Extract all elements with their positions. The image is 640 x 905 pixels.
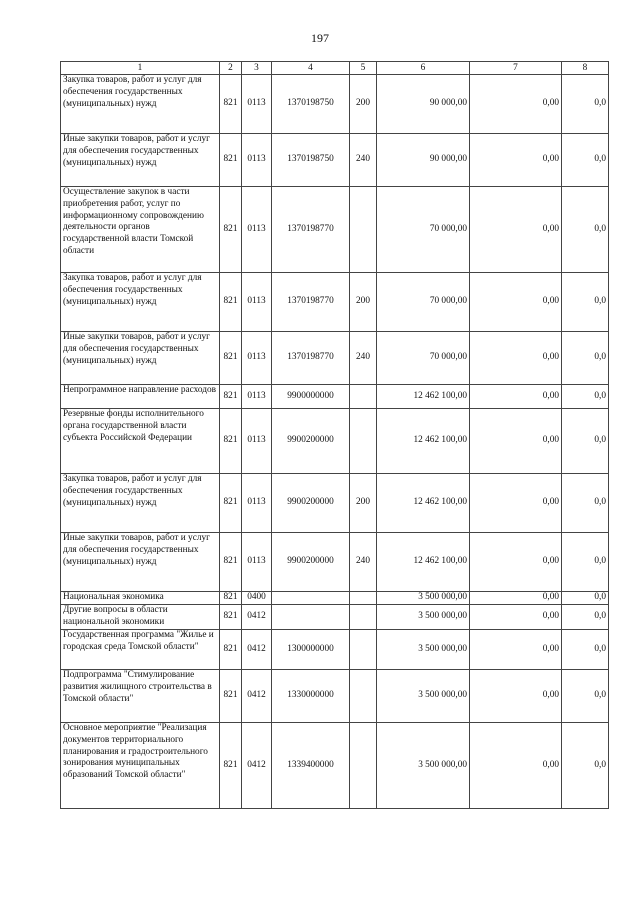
table-row (61, 409, 609, 474)
row-type-cell: 200 (350, 273, 377, 332)
row-section-cell: 0113 (242, 134, 272, 187)
row-target-cell: 1330000000 (272, 670, 350, 723)
row-name-cell: Резервные фонды исполнительного органа государственной власти субъекта Российской Федерации (61, 409, 220, 474)
row-amount-cell: 12 462 100,00 (377, 385, 470, 409)
row-section-cell: 0412 (242, 670, 272, 723)
header-cell: 1 (61, 62, 220, 75)
row-section-cell: 0113 (242, 385, 272, 409)
row-amount-cell: 12 462 100,00 (377, 474, 470, 533)
row-col8-cell: 0,0 (562, 75, 609, 134)
table-row (61, 474, 609, 533)
header-cell: 8 (562, 62, 609, 75)
row-type-cell: 240 (350, 332, 377, 385)
row-col8-cell: 0,0 (562, 474, 609, 533)
table-row (61, 592, 609, 605)
row-code-cell: 821 (220, 385, 242, 409)
table-row (61, 134, 609, 187)
row-amount-cell: 70 000,00 (377, 273, 470, 332)
table-row (61, 670, 609, 723)
row-section-cell: 0113 (242, 187, 272, 273)
row-section-cell: 0113 (242, 75, 272, 134)
row-target-cell: 1370198750 (272, 75, 350, 134)
row-name-cell: Закупка товаров, работ и услуг для обеспечения государственных (муниципальных) нужд (61, 75, 220, 134)
row-type-cell (350, 723, 377, 809)
row-section-cell: 0113 (242, 332, 272, 385)
row-col7-cell: 0,00 (470, 474, 562, 533)
row-name-cell: Непрограммное направление расходов (61, 385, 220, 409)
row-col7-cell: 0,00 (470, 723, 562, 809)
row-target-cell: 1370198770 (272, 273, 350, 332)
table-body (61, 75, 609, 809)
row-name-cell: Подпрограмма "Стимулирование развития жилищного строительства в Томской области" (61, 670, 220, 723)
row-col8-cell: 0,0 (562, 332, 609, 385)
row-target-cell (272, 592, 350, 605)
row-amount-cell: 3 500 000,00 (377, 670, 470, 723)
row-amount-cell: 70 000,00 (377, 187, 470, 273)
header-cell: 3 (242, 62, 272, 75)
row-code-cell: 821 (220, 533, 242, 592)
row-type-cell (350, 630, 377, 670)
row-code-cell: 821 (220, 273, 242, 332)
table-row (61, 187, 609, 273)
row-amount-cell: 3 500 000,00 (377, 723, 470, 809)
row-col8-cell: 0,0 (562, 533, 609, 592)
header-cell: 5 (350, 62, 377, 75)
row-type-cell: 240 (350, 134, 377, 187)
row-name-cell: Государственная программа "Жилье и городская среда Томской области" (61, 630, 220, 670)
row-code-cell: 821 (220, 723, 242, 809)
table-row (61, 605, 609, 630)
row-amount-cell: 90 000,00 (377, 134, 470, 187)
row-type-cell (350, 409, 377, 474)
row-col8-cell: 0,0 (562, 670, 609, 723)
row-type-cell (350, 670, 377, 723)
row-section-cell: 0412 (242, 630, 272, 670)
row-target-cell: 1370198770 (272, 187, 350, 273)
row-col7-cell: 0,00 (470, 409, 562, 474)
row-col8-cell: 0,0 (562, 273, 609, 332)
row-col8-cell: 0,0 (562, 134, 609, 187)
row-col8-cell: 0,0 (562, 187, 609, 273)
row-section-cell: 0412 (242, 605, 272, 630)
row-col8-cell: 0,0 (562, 409, 609, 474)
row-code-cell: 821 (220, 592, 242, 605)
row-col7-cell: 0,00 (470, 385, 562, 409)
row-amount-cell: 3 500 000,00 (377, 605, 470, 630)
row-amount-cell: 90 000,00 (377, 75, 470, 134)
row-type-cell (350, 187, 377, 273)
row-col7-cell: 0,00 (470, 533, 562, 592)
row-col8-cell: 0,0 (562, 605, 609, 630)
row-name-cell: Закупка товаров, работ и услуг для обеспечения государственных (муниципальных) нужд (61, 273, 220, 332)
row-target-cell: 1300000000 (272, 630, 350, 670)
row-col7-cell: 0,00 (470, 332, 562, 385)
row-code-cell: 821 (220, 332, 242, 385)
row-type-cell (350, 605, 377, 630)
row-section-cell: 0113 (242, 273, 272, 332)
row-code-cell: 821 (220, 474, 242, 533)
row-amount-cell: 12 462 100,00 (377, 533, 470, 592)
table-row (61, 630, 609, 670)
row-col8-cell: 0,0 (562, 630, 609, 670)
row-type-cell (350, 592, 377, 605)
row-col8-cell: 0,0 (562, 723, 609, 809)
table-row (61, 75, 609, 134)
row-code-cell: 821 (220, 134, 242, 187)
row-amount-cell: 3 500 000,00 (377, 592, 470, 605)
budget-table (60, 61, 609, 809)
table-row (61, 533, 609, 592)
row-target-cell (272, 605, 350, 630)
row-amount-cell: 3 500 000,00 (377, 630, 470, 670)
row-col8-cell: 0,0 (562, 385, 609, 409)
row-col7-cell: 0,00 (470, 75, 562, 134)
row-code-cell: 821 (220, 605, 242, 630)
row-section-cell: 0113 (242, 474, 272, 533)
row-type-cell: 240 (350, 533, 377, 592)
row-col7-cell: 0,00 (470, 187, 562, 273)
row-col8-cell: 0,0 (562, 592, 609, 605)
row-col7-cell: 0,00 (470, 630, 562, 670)
row-section-cell: 0412 (242, 723, 272, 809)
row-target-cell: 9900200000 (272, 409, 350, 474)
row-target-cell: 1339400000 (272, 723, 350, 809)
row-target-cell: 9900000000 (272, 385, 350, 409)
row-code-cell: 821 (220, 409, 242, 474)
row-code-cell: 821 (220, 75, 242, 134)
row-name-cell: Закупка товаров, работ и услуг для обеспечения государственных (муниципальных) нужд (61, 474, 220, 533)
row-code-cell: 821 (220, 187, 242, 273)
row-target-cell: 1370198750 (272, 134, 350, 187)
header-cell: 2 (220, 62, 242, 75)
row-col7-cell: 0,00 (470, 670, 562, 723)
row-target-cell: 1370198770 (272, 332, 350, 385)
row-code-cell: 821 (220, 670, 242, 723)
row-amount-cell: 12 462 100,00 (377, 409, 470, 474)
row-amount-cell: 70 000,00 (377, 332, 470, 385)
row-col7-cell: 0,00 (470, 273, 562, 332)
row-type-cell: 200 (350, 474, 377, 533)
row-col7-cell: 0,00 (470, 134, 562, 187)
table-row (61, 332, 609, 385)
table-row (61, 723, 609, 809)
row-name-cell: Основное мероприятие "Реализация документов территориального планирования и градостроительного зонирования муниципальных образований Томской области" (61, 723, 220, 809)
page-number: 197 (311, 31, 329, 45)
row-target-cell: 9900200000 (272, 533, 350, 592)
row-name-cell: Осуществление закупок в части приобретения работ, услуг по информационному сопровождению деятельности органов государственной власти Томской области (61, 187, 220, 273)
row-name-cell: Иные закупки товаров, работ и услуг для обеспечения государственных (муниципальных) нужд (61, 533, 220, 592)
row-target-cell: 9900200000 (272, 474, 350, 533)
table-row (61, 273, 609, 332)
row-name-cell: Иные закупки товаров, работ и услуг для обеспечения государственных (муниципальных) нужд (61, 332, 220, 385)
header-cell: 4 (272, 62, 350, 75)
table-row (61, 385, 609, 409)
row-name-cell: Другие вопросы в области национальной экономики (61, 605, 220, 630)
row-type-cell (350, 385, 377, 409)
row-name-cell: Национальная экономика (61, 592, 220, 605)
header-cell: 6 (377, 62, 470, 75)
row-section-cell: 0113 (242, 533, 272, 592)
row-col7-cell: 0,00 (470, 592, 562, 605)
row-code-cell: 821 (220, 630, 242, 670)
row-col7-cell: 0,00 (470, 605, 562, 630)
row-name-cell: Иные закупки товаров, работ и услуг для обеспечения государственных (муниципальных) нужд (61, 134, 220, 187)
header-row (61, 62, 609, 75)
row-section-cell: 0113 (242, 409, 272, 474)
row-type-cell: 200 (350, 75, 377, 134)
header-cell: 7 (470, 62, 562, 75)
row-section-cell: 0400 (242, 592, 272, 605)
